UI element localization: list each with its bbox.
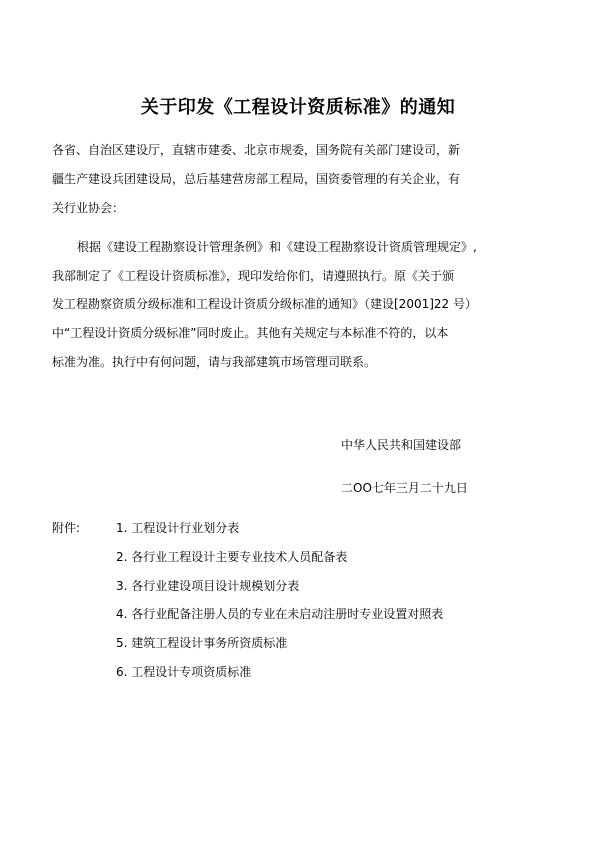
body-paragraph-line: 我部制定了《工程设计资质标准》，现印发给你们，请遵照执行。原《关于颁: [52, 269, 455, 283]
attachment-item: 5. 建筑工程设计事务所资质标准: [116, 636, 288, 650]
issue-date: 二OO七年三月二十九日: [341, 481, 468, 495]
attachment-item: 1. 工程设计行业划分表: [116, 521, 240, 535]
addressee-line: 各省、自治区建设厅，直辖市建委、北京市规委，国务院有关部门建设司，新: [52, 143, 461, 157]
document-title: 关于印发《工程设计资质标准》的通知: [140, 97, 456, 118]
addressee-line: 关行业协会：: [52, 201, 125, 215]
addressee-line: 疆生产建设兵团建设局，总后基建营房部工程局，国资委管理的有关企业，有: [52, 172, 461, 186]
issuing-organization: 中华人民共和国建设部: [341, 438, 462, 452]
body-paragraph-line: 发工程勘察资质分级标准和工程设计资质分级标准的通知》（建设[2001]22 号）: [52, 297, 477, 311]
attachment-item: 3. 各行业建设项目设计规模划分表: [116, 579, 300, 593]
body-paragraph-line: 中“工程设计资质分级标准”同时废止。其他有关规定与本标准不符的，以本: [52, 326, 449, 340]
attachment-item: 6. 工程设计专项资质标准: [116, 665, 252, 679]
body-paragraph-line: 根据《建设工程勘察设计管理条例》和《建设工程勘察设计资质管理规定》,: [77, 240, 477, 254]
attachments-label: 附件:: [52, 521, 81, 535]
attachment-item: 2. 各行业工程设计主要专业技术人员配备表: [116, 550, 348, 564]
attachment-item: 4. 各行业配备注册人员的专业在未启动注册时专业设置对照表: [116, 607, 444, 621]
body-paragraph-line: 标准为准。执行中有何问题，请与我部建筑市场管理司联系。: [52, 355, 377, 369]
